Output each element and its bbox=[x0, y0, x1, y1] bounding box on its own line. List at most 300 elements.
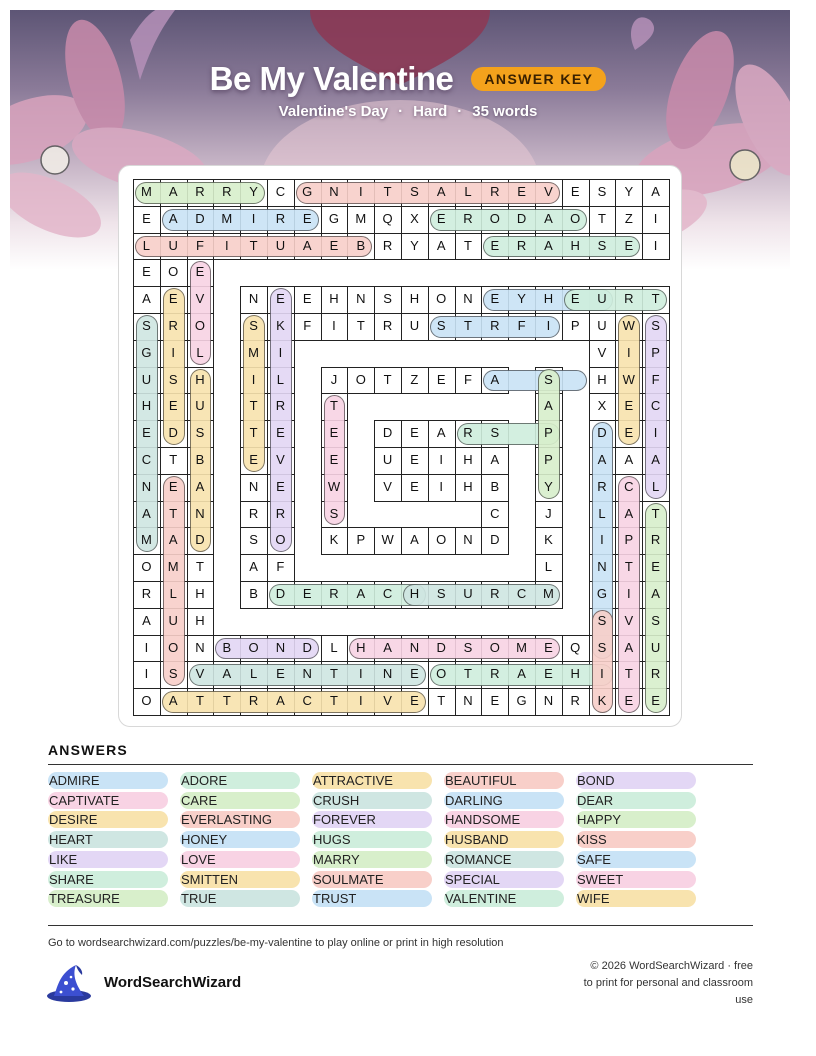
answer-key-badge: ANSWER KEY bbox=[471, 67, 606, 91]
grid-letter: I bbox=[332, 318, 336, 333]
grid-letter: T bbox=[196, 693, 204, 709]
grid-letter: E bbox=[168, 398, 178, 414]
grid-letter: A bbox=[544, 210, 553, 226]
grid-letter: S bbox=[436, 586, 446, 601]
grid-letter: T bbox=[249, 425, 258, 441]
grid-letter: S bbox=[142, 318, 151, 333]
grid-letter: E bbox=[624, 237, 634, 253]
grid-letter: I bbox=[251, 210, 256, 226]
brand-name: WordSearchWizard bbox=[104, 974, 242, 991]
divider bbox=[48, 764, 753, 765]
grid-letter: V bbox=[624, 612, 634, 628]
grid-letter: A bbox=[142, 291, 151, 307]
grid-letter: U bbox=[597, 318, 607, 333]
answer-word: ADMIRE bbox=[48, 772, 168, 789]
grid-letter: E bbox=[410, 693, 419, 709]
grid-letter: E bbox=[490, 291, 500, 307]
grid-letter: T bbox=[598, 210, 606, 226]
grid-letter: S bbox=[597, 237, 607, 253]
grid-letter: F bbox=[196, 237, 204, 253]
grid-letter: U bbox=[463, 586, 473, 601]
grid-letter: E bbox=[410, 452, 419, 467]
grid-letter: E bbox=[329, 452, 339, 467]
grid-letter: L bbox=[464, 184, 472, 199]
grid-letter: N bbox=[597, 559, 607, 575]
grid-letter: E bbox=[436, 210, 446, 226]
grid-letter: A bbox=[651, 586, 660, 601]
grid-letter: D bbox=[302, 639, 312, 655]
grid-letter: C bbox=[382, 586, 393, 601]
grid-letter: H bbox=[195, 612, 205, 628]
footer-link[interactable]: Go to wordsearchwizard.com/puzzles/be-my-valentine to play online or print in high resolution bbox=[48, 937, 504, 949]
grid-letter: P bbox=[570, 318, 580, 333]
grid-letter: N bbox=[141, 478, 152, 494]
grid-letter: A bbox=[436, 425, 446, 441]
grid-letter: Z bbox=[624, 210, 633, 226]
grid-letter: I bbox=[144, 639, 149, 655]
wizard-hat-logo bbox=[46, 963, 92, 1003]
grid-letter: N bbox=[463, 291, 473, 307]
grid-letter: P bbox=[544, 425, 553, 441]
grid-letter: R bbox=[650, 666, 661, 682]
copyright: © 2026 WordSearchWizard · free to print for personal and classroom use bbox=[583, 960, 753, 1006]
answer-word: HANDSOME bbox=[444, 811, 564, 828]
grid-letter: L bbox=[330, 639, 338, 655]
grid-letter: S bbox=[597, 612, 607, 628]
grid-letter: E bbox=[490, 237, 500, 253]
answer-word: CAPTIVATE bbox=[48, 792, 168, 809]
grid-letter: R bbox=[490, 666, 500, 682]
grid-letter: H bbox=[195, 371, 205, 387]
grid-letter: K bbox=[597, 693, 607, 709]
grid-letter: A bbox=[168, 184, 178, 199]
grid-letter: R bbox=[141, 586, 152, 601]
grid-letter: C bbox=[141, 452, 152, 467]
grid-letter: X bbox=[597, 398, 607, 414]
grid-letter: U bbox=[409, 318, 420, 333]
grid-letter: S bbox=[544, 371, 553, 387]
grid-letter: A bbox=[302, 237, 312, 253]
grid-letter: U bbox=[168, 237, 178, 253]
grid-letter: A bbox=[436, 237, 446, 253]
grid-letter: E bbox=[570, 184, 580, 199]
grid-letter: M bbox=[221, 210, 233, 226]
grid-letter: A bbox=[436, 184, 446, 199]
grid-letter: A bbox=[383, 639, 392, 655]
grid-letter: A bbox=[490, 452, 500, 467]
grid-letter: E bbox=[651, 693, 660, 709]
grid-letter: D bbox=[597, 425, 607, 441]
grid-letter: N bbox=[382, 666, 393, 682]
grid-letter: Y bbox=[544, 478, 553, 494]
answer-word: HONEY bbox=[180, 831, 300, 848]
answer-word: SAFE bbox=[576, 851, 696, 868]
grid-letter: N bbox=[409, 639, 420, 655]
grid-letter: L bbox=[544, 559, 553, 575]
grid-letter: E bbox=[142, 425, 151, 441]
puzzle-meta bbox=[0, 103, 816, 120]
grid-letter: C bbox=[624, 478, 634, 494]
grid-letter: D bbox=[382, 425, 393, 441]
grid-letter: E bbox=[410, 478, 419, 494]
meta-separator: · bbox=[457, 103, 463, 120]
grid-letter: U bbox=[195, 398, 205, 414]
grid-letter: S bbox=[490, 425, 500, 441]
grid-letter: K bbox=[329, 532, 339, 548]
grid-letter: R bbox=[490, 184, 500, 199]
grid-letter: R bbox=[168, 318, 178, 333]
grid-letter: T bbox=[464, 318, 472, 333]
grid-letter: E bbox=[624, 425, 634, 441]
grid-letter: G bbox=[141, 344, 152, 360]
grid-letter: E bbox=[329, 237, 339, 253]
grid-letter: S bbox=[249, 532, 258, 548]
grid-letter: B bbox=[356, 237, 366, 253]
grid-letter: W bbox=[622, 371, 635, 387]
grid-letter: I bbox=[278, 344, 283, 360]
grid-letter: I bbox=[439, 452, 443, 467]
grid-letter: S bbox=[597, 184, 607, 199]
answer-word: HAPPY bbox=[576, 811, 696, 828]
grid-letter: W bbox=[622, 318, 635, 333]
grid-letter: E bbox=[436, 371, 446, 387]
grid-letter: W bbox=[327, 478, 341, 494]
grid-letter: I bbox=[626, 344, 631, 360]
answer-word: TRUST bbox=[312, 890, 432, 907]
grid-letter: I bbox=[144, 666, 149, 682]
grid-letter: L bbox=[598, 505, 606, 521]
grid-letter: N bbox=[463, 532, 473, 548]
grid-letter: S bbox=[597, 639, 607, 655]
grid-letter: E bbox=[276, 425, 285, 441]
grid-letter: K bbox=[276, 318, 285, 333]
grid-letter: V bbox=[544, 184, 553, 199]
grid-letter: O bbox=[168, 639, 179, 655]
answer-word: KISS bbox=[576, 831, 696, 848]
grid-letter: O bbox=[168, 264, 179, 280]
grid-letter: R bbox=[490, 318, 500, 333]
answer-word: EVERLASTING bbox=[180, 811, 300, 828]
grid-letter: I bbox=[358, 666, 363, 682]
grid-letter: M bbox=[355, 210, 367, 226]
answer-word: CRUSH bbox=[312, 792, 432, 809]
grid-letter: R bbox=[248, 505, 259, 521]
grid-letter: A bbox=[544, 237, 553, 253]
answer-word: MARRY bbox=[312, 851, 432, 868]
grid-letter: B bbox=[195, 452, 205, 467]
answer-word: HUGS bbox=[312, 831, 432, 848]
grid-letter: A bbox=[222, 666, 232, 682]
grid-letter: G bbox=[516, 693, 527, 709]
grid-letter: T bbox=[196, 559, 204, 575]
grid-letter: U bbox=[597, 291, 607, 307]
grid-letter: S bbox=[463, 639, 473, 655]
grid-letter: S bbox=[168, 371, 178, 387]
grid-letter: I bbox=[171, 344, 175, 360]
grid-letter: T bbox=[222, 693, 231, 709]
grid-letter: E bbox=[410, 666, 419, 682]
grid-letter: Y bbox=[517, 291, 526, 307]
grid-letter: N bbox=[195, 505, 205, 521]
answer-word: DARLING bbox=[444, 792, 564, 809]
grid-letter: T bbox=[651, 291, 660, 307]
answer-word: CARE bbox=[180, 792, 300, 809]
grid-letter: D bbox=[168, 425, 178, 441]
category-label: Valentine's Day bbox=[278, 103, 389, 120]
grid-letter: E bbox=[544, 639, 553, 655]
grid-letter: T bbox=[624, 666, 633, 682]
grid-letter: R bbox=[382, 318, 393, 333]
grid-letter: R bbox=[195, 184, 205, 199]
divider bbox=[48, 925, 753, 926]
grid-letter: T bbox=[249, 398, 258, 414]
grid-letter: R bbox=[382, 237, 393, 253]
grid-letter: C bbox=[650, 398, 661, 414]
grid-letter: N bbox=[275, 639, 286, 655]
grid-letter: U bbox=[382, 452, 393, 467]
grid-letter: E bbox=[276, 478, 285, 494]
grid-letter: N bbox=[329, 184, 339, 199]
grid-letter: L bbox=[276, 371, 285, 387]
grid-letter: V bbox=[276, 452, 285, 467]
grid-letter: H bbox=[356, 639, 366, 655]
grid-letter: E bbox=[329, 425, 339, 441]
grid-letter: C bbox=[490, 505, 500, 521]
answer-word: HUSBAND bbox=[444, 831, 564, 848]
grid-letter: R bbox=[463, 425, 473, 441]
grid-letter: H bbox=[543, 291, 554, 307]
answer-word: ADORE bbox=[180, 772, 300, 789]
grid-letter: A bbox=[276, 693, 285, 709]
grid-letter: E bbox=[302, 210, 312, 226]
answer-word: DESIRE bbox=[48, 811, 168, 828]
grid-letter: M bbox=[248, 344, 259, 360]
grid-letter: E bbox=[624, 693, 634, 709]
grid-letter: I bbox=[224, 237, 229, 253]
grid-letter: H bbox=[409, 586, 420, 601]
grid-letter: P bbox=[544, 452, 553, 467]
grid-letter: A bbox=[168, 693, 178, 709]
grid-letter: T bbox=[249, 237, 258, 253]
grid-letter: D bbox=[516, 210, 527, 226]
grid-letter: O bbox=[436, 532, 447, 548]
grid-letter: I bbox=[546, 318, 551, 333]
grid-letter: E bbox=[410, 425, 419, 441]
grid-letter: A bbox=[624, 505, 634, 521]
grid-letter: T bbox=[437, 693, 446, 709]
grid-letter: E bbox=[544, 666, 553, 682]
answer-word: WIFE bbox=[576, 890, 696, 907]
grid-letter: Y bbox=[410, 237, 419, 253]
grid-letter: H bbox=[570, 666, 580, 682]
grid-letter: M bbox=[140, 532, 152, 548]
answer-word: ATTRACTIVE bbox=[312, 772, 432, 789]
grid-letter: E bbox=[195, 264, 205, 280]
grid-letter: T bbox=[464, 666, 472, 682]
grid-letter: P bbox=[624, 532, 634, 548]
grid-letter: E bbox=[276, 666, 285, 682]
grid-letter: E bbox=[142, 210, 151, 226]
grid-letter: U bbox=[275, 237, 286, 253]
grid-letter: I bbox=[358, 693, 363, 709]
grid-letter: R bbox=[275, 505, 286, 521]
grid-letter: S bbox=[168, 666, 178, 682]
grid-letter: O bbox=[570, 210, 581, 226]
answer-word: FOREVER bbox=[312, 811, 432, 828]
grid-letter: E bbox=[517, 184, 526, 199]
grid-letter: N bbox=[463, 693, 473, 709]
grid-letter: E bbox=[168, 291, 178, 307]
grid-letter: R bbox=[222, 184, 232, 199]
grid-letter: R bbox=[329, 586, 339, 601]
grid-letter: G bbox=[328, 210, 340, 226]
answer-word: HEART bbox=[48, 831, 168, 848]
answers-list bbox=[48, 772, 753, 912]
grid-letter: A bbox=[168, 210, 178, 226]
grid-letter: O bbox=[248, 639, 259, 655]
grid-letter: A bbox=[410, 532, 419, 548]
grid-letter: L bbox=[142, 237, 151, 253]
grid-letter: V bbox=[383, 693, 392, 709]
grid-letter: R bbox=[650, 532, 661, 548]
meta-separator: · bbox=[398, 103, 404, 120]
answer-word: SWEET bbox=[576, 871, 696, 888]
grid-letter: O bbox=[275, 532, 286, 548]
answer-word: LIKE bbox=[48, 851, 168, 868]
grid-letter: E bbox=[624, 398, 634, 414]
grid-letter: V bbox=[597, 344, 607, 360]
grid-letter: I bbox=[358, 184, 363, 199]
grid-letter: T bbox=[330, 693, 338, 709]
grid-letter: G bbox=[302, 184, 313, 199]
grid-letter: I bbox=[600, 532, 604, 548]
grid-letter: N bbox=[302, 666, 312, 682]
grid-letter: A bbox=[142, 505, 151, 521]
grid-letter: A bbox=[356, 586, 366, 601]
grid-letter: A bbox=[490, 371, 500, 387]
grid-letter: I bbox=[653, 210, 658, 226]
grid-letter: H bbox=[329, 291, 339, 307]
word-count-label: 35 words bbox=[472, 103, 538, 120]
grid-letter: E bbox=[142, 264, 151, 280]
grid-letter: Y bbox=[249, 184, 258, 199]
grid-letter: F bbox=[276, 559, 285, 575]
grid-letter: U bbox=[141, 371, 152, 387]
grid-letter: Z bbox=[410, 371, 419, 387]
grid-letter: N bbox=[356, 291, 366, 307]
grid-letter: V bbox=[195, 666, 205, 682]
grid-letter: I bbox=[626, 586, 631, 601]
grid-letter: A bbox=[597, 452, 607, 467]
grid-letter: E bbox=[651, 559, 660, 575]
grid-letter: W bbox=[381, 532, 394, 548]
answer-word: VALENTINE bbox=[444, 890, 564, 907]
grid-letter: M bbox=[542, 586, 554, 601]
grid-letter: T bbox=[651, 505, 660, 521]
grid-letter: S bbox=[651, 612, 660, 628]
grid-letter: N bbox=[248, 478, 259, 494]
grid-letter: V bbox=[195, 291, 205, 307]
grid-letter: J bbox=[330, 371, 338, 387]
grid-letter: M bbox=[167, 559, 179, 575]
grid-letter: A bbox=[249, 559, 258, 575]
grid-letter: S bbox=[383, 291, 392, 307]
grid-letter: A bbox=[651, 184, 660, 199]
grid-letter: H bbox=[409, 291, 420, 307]
grid-letter: O bbox=[194, 318, 206, 333]
grid-letter: H bbox=[597, 371, 607, 387]
grid-letter: I bbox=[653, 425, 658, 441]
grid-letter: H bbox=[141, 398, 152, 414]
answer-word: SOULMATE bbox=[312, 871, 432, 888]
answers-heading: ANSWERS bbox=[48, 742, 128, 758]
grid-letter: E bbox=[302, 291, 312, 307]
page-title: Be My Valentine bbox=[209, 60, 454, 97]
answer-word: SHARE bbox=[48, 871, 168, 888]
grid-letter: S bbox=[329, 505, 339, 521]
grid-letter: D bbox=[490, 532, 500, 548]
grid-letter: E bbox=[302, 586, 312, 601]
grid-letter: R bbox=[597, 478, 607, 494]
grid-letter: K bbox=[544, 532, 553, 548]
grid-letter: C bbox=[516, 586, 527, 601]
grid-letter: L bbox=[249, 666, 258, 682]
grid-letter: M bbox=[140, 184, 152, 199]
difficulty-label: Hard bbox=[413, 103, 448, 120]
grid-letter: A bbox=[651, 452, 660, 467]
grid-letter: F bbox=[303, 318, 312, 333]
grid-letter: A bbox=[624, 452, 634, 467]
grid-letter: L bbox=[196, 344, 204, 360]
grid-letter: D bbox=[275, 586, 286, 601]
grid-letter: X bbox=[410, 210, 419, 226]
grid-letter: H bbox=[195, 586, 205, 601]
title-row bbox=[0, 60, 816, 98]
word-search-grid bbox=[133, 179, 669, 715]
grid-letter: T bbox=[169, 505, 178, 521]
grid-letter: R bbox=[248, 693, 259, 709]
grid-letter: F bbox=[651, 371, 660, 387]
grid-letter: P bbox=[651, 344, 660, 360]
grid-letter: R bbox=[490, 586, 500, 601]
grid-letter: T bbox=[169, 452, 178, 467]
grid-letter: U bbox=[168, 612, 178, 628]
grid-letter: T bbox=[383, 184, 392, 199]
grid-letter: G bbox=[596, 586, 608, 601]
grid-letter: B bbox=[222, 639, 232, 655]
grid-letter: I bbox=[439, 478, 443, 494]
answer-word: TRUE bbox=[180, 890, 300, 907]
grid-letter: E bbox=[249, 452, 258, 467]
grid-letter: C bbox=[275, 184, 286, 199]
grid-letter: S bbox=[651, 318, 660, 333]
grid-letter: O bbox=[489, 639, 500, 655]
grid-letter: A bbox=[195, 478, 205, 494]
grid-letter: I bbox=[600, 666, 604, 682]
grid-letter: L bbox=[651, 478, 660, 494]
grid-letter: R bbox=[275, 398, 286, 414]
grid-letter: U bbox=[650, 639, 661, 655]
grid-letter: D bbox=[195, 210, 205, 226]
grid-letter: A bbox=[624, 639, 634, 655]
grid-letter: A bbox=[168, 532, 178, 548]
grid-letter: R bbox=[570, 693, 580, 709]
grid-letter: A bbox=[544, 398, 553, 414]
grid-letter: R bbox=[624, 291, 634, 307]
grid-letter: Q bbox=[382, 210, 393, 226]
grid-letter: T bbox=[624, 559, 633, 575]
grid-letter: B bbox=[249, 586, 258, 601]
